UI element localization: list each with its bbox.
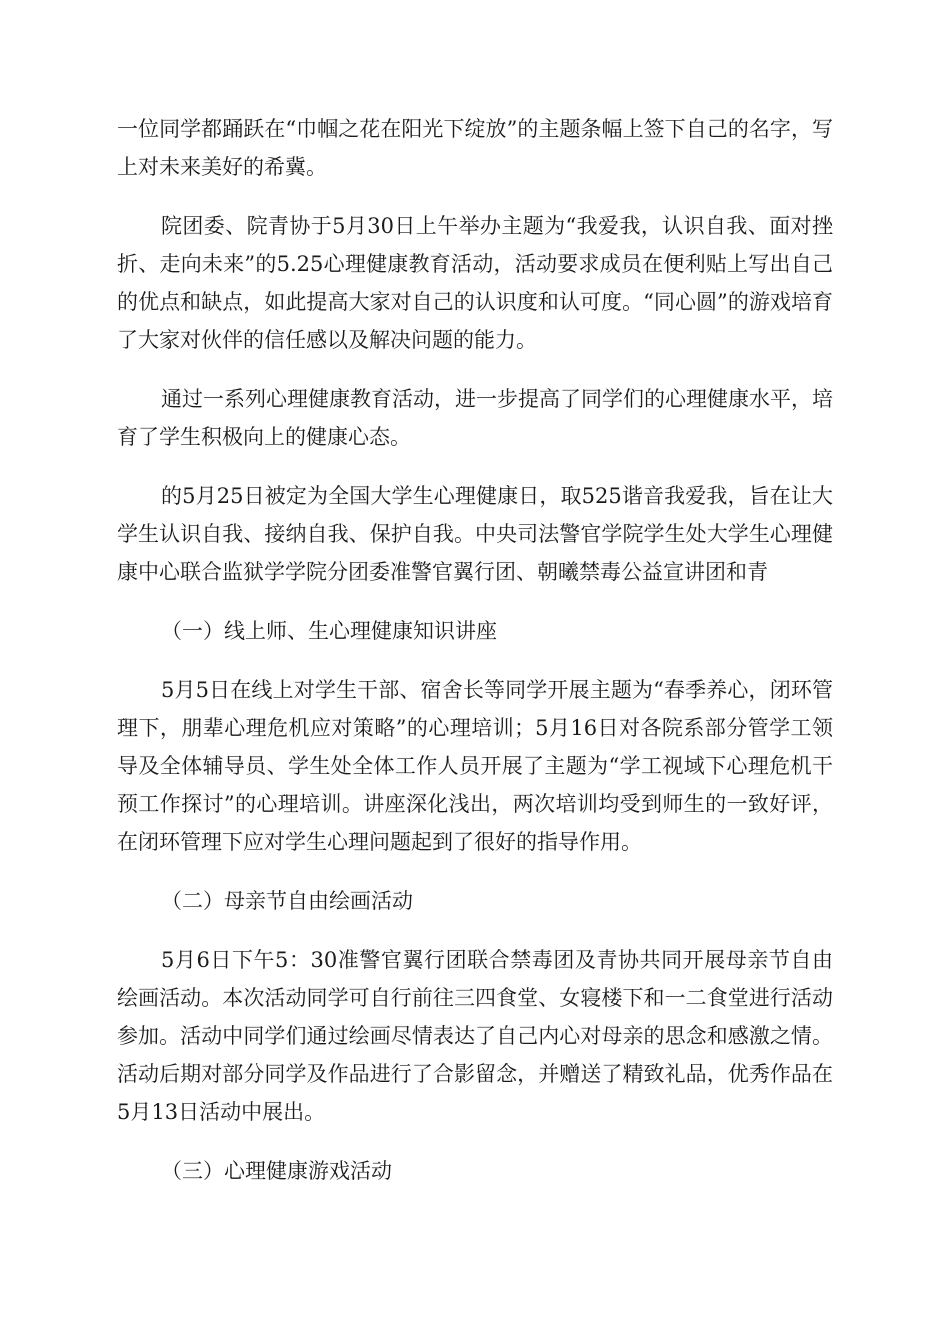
section-heading-drawing: （二）母亲节自由绘画活动: [161, 889, 413, 913]
paragraph-drawing: 5月6日下午5：30准警官翼行团联合禁毒团及青协共同开展母亲节自由绘画活动。本次活动同学可自行前往三四食堂、女寝楼下和一二食堂进行活动参加。活动中同学们通过绘画尽情表达了自己内心对母亲的思念和感激之情。活动后期对部分同学及作品进行了合影留念，并赠送了精致礼品，优秀作品在5月13日活动中展出。: [117, 948, 833, 1124]
paragraph-continuation: 一位同学都踊跃在“巾帼之花在阳光下绽放”的主题条幅上签下自己的名字，写上对未来美好的希冀。: [117, 117, 833, 179]
paragraph-lecture: 5月5日在线上对学生干部、宿舍长等同学开展主题为“春季养心，闭环管理下，朋辈心理危机应对策略”的心理培训；5月16日对各院系部分管学工领导及全体辅导员、学生处全体工作人员开展了主题为“学工视域下心理危机干预工作探讨”的心理培训。讲座深化浅出，两次培训均受到师生的一致好评，在闭环管理下应对学生心理问题起到了很好的指导作用。: [117, 678, 833, 854]
section-heading-games: （三）心理健康游戏活动: [161, 1159, 392, 1183]
paragraph-mental-health-day: 的5月25日被定为全国大学生心理健康日，取525谐音我爱我，旨在让大学生认识自我、接纳自我、保护自我。中央司法警官学院学生处大学生心理健康中心联合监狱学学院分团委准警官翼行团、朝曦禁毒公益宣讲团和青: [117, 484, 833, 584]
paragraph-summary: 通过一系列心理健康教育活动，进一步提高了同学们的心理健康水平，培育了学生积极向上的健康心态。: [117, 387, 833, 449]
section-heading-lecture: （一）线上师、生心理健康知识讲座: [161, 619, 497, 643]
document-body: [117, 110, 833, 1211]
paragraph-psych-event-may30: 院团委、院青协于5月30日上午举办主题为“我爱我，认识自我、面对挫折、走向未来”的5.25心理健康教育活动，活动要求成员在便利贴上写出自己的优点和缺点，如此提高大家对自己的认识度和认可度。“同心圆”的游戏培育了大家对伙伴的信任感以及解决问题的能力。: [117, 214, 833, 352]
